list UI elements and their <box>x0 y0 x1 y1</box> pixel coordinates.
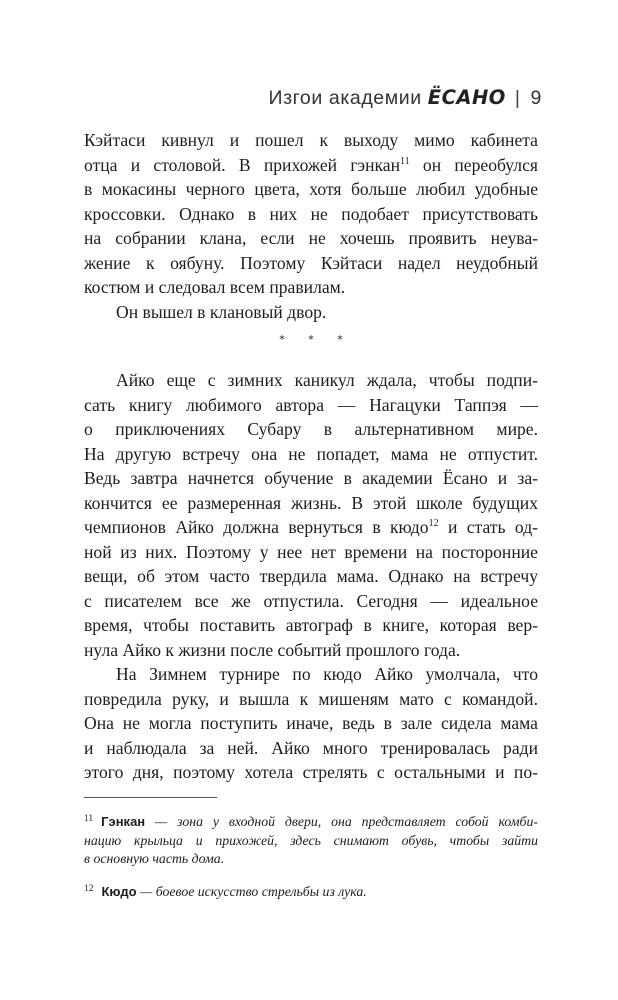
header-title: Изгои академии <box>268 87 422 109</box>
header-separator: | <box>514 87 521 109</box>
footnote-number: 11 <box>84 814 94 824</box>
text-line: вещи, об этом часто твердила мама. Однако на встречу <box>84 566 538 586</box>
text-line: кроссовки. Однако в них не подобает присутствовать <box>84 203 538 224</box>
footnote-ref[interactable]: 11 <box>400 155 410 167</box>
footnote-line: нацию крыльца и прихожей, здесь снимают обувь, чтобы зайти <box>84 832 538 848</box>
text-line: на собрании клана, если не хочешь проявить неува- <box>84 228 538 248</box>
footnote-line: в основную часть дома. <box>84 851 225 866</box>
text-line: Она не могла поступить иначе, ведь в зале сидела мама <box>84 713 538 733</box>
text-line: отца и столовой. В прихожей гэнкан$^{11}$ он переобулся <box>84 154 538 175</box>
footnote-12 <box>84 880 538 902</box>
footnote-ref[interactable]: 12 <box>428 518 439 529</box>
text-line: с писателем все же отпустила. Сегодня — идеальное <box>84 590 538 611</box>
text-line: жение к оябуну. Поэтому Кэйтаси надел неудобный <box>84 252 538 273</box>
text-line: Он вышел в клановый двор. <box>116 301 327 322</box>
text-line: чемпионов Айко должна вернуться в кюдо$^{12}$ и стать од- <box>84 517 539 537</box>
footnote-divider <box>84 797 217 798</box>
header-logo: ЁСАНО <box>427 86 506 109</box>
text-line: На другую встречу она не попадет, мама не отпустит. <box>84 443 538 464</box>
text-line: повредила руку, и вышла к мишеням мато с командой. <box>84 688 538 709</box>
section-break: * * * <box>279 333 353 346</box>
footnote-11 <box>84 810 538 869</box>
text-line: сать книгу любимого автора — Нагацуки Таппэя — <box>84 394 538 415</box>
text-line: Айко еще с зимних каникул ждала, чтобы подпи- <box>116 370 538 390</box>
footnotes <box>84 810 538 912</box>
body-text <box>84 128 538 785</box>
footnote-number: 12 <box>84 883 94 894</box>
text-line: Ведь завтра начнется обучение в академии Ёсано и за- <box>84 468 538 488</box>
text-line: о приключениях Субару в альтернативном мире. <box>84 419 538 439</box>
text-line: ной из них. Поэтому у нее нет времени на посторонние <box>84 541 538 562</box>
running-header <box>268 86 542 110</box>
text-line: время, чтобы поставить автограф в книге, которая вер- <box>84 615 538 635</box>
text-line: Кэйтаси кивнул и пошел к выходу мимо кабинета <box>84 130 538 150</box>
text-line: нула Айко к жизни после событий прошлого года. <box>84 639 461 660</box>
footnote-term: Гэнкан <box>101 814 146 829</box>
text-line: кончится ее размеренная жизнь. В этой школе будущих <box>84 492 538 513</box>
text-line: костюм и следовал всем правилам. <box>84 277 346 297</box>
text-line: этого дня, поэтому хотела стрелять с остальными и по- <box>84 762 538 782</box>
footnote-line: $^{11}$ Гэнкан — зона у входной двери, она представляет собой комби- <box>84 814 538 829</box>
footnote-term: Кюдо <box>101 883 137 899</box>
text-line: На Зимнем турнире по кюдо Айко умолчала, что <box>116 664 538 684</box>
text-line: в мокасины черного цвета, хотя больше любил удобные <box>84 179 538 199</box>
footnote-line: $^{12}$ Кюдо — боевое искусство стрельбы из лука. <box>84 883 367 899</box>
text-line: и наблюдала за ней. Айко много тренировалась ради <box>84 737 538 758</box>
page-number: 9 <box>530 87 542 109</box>
